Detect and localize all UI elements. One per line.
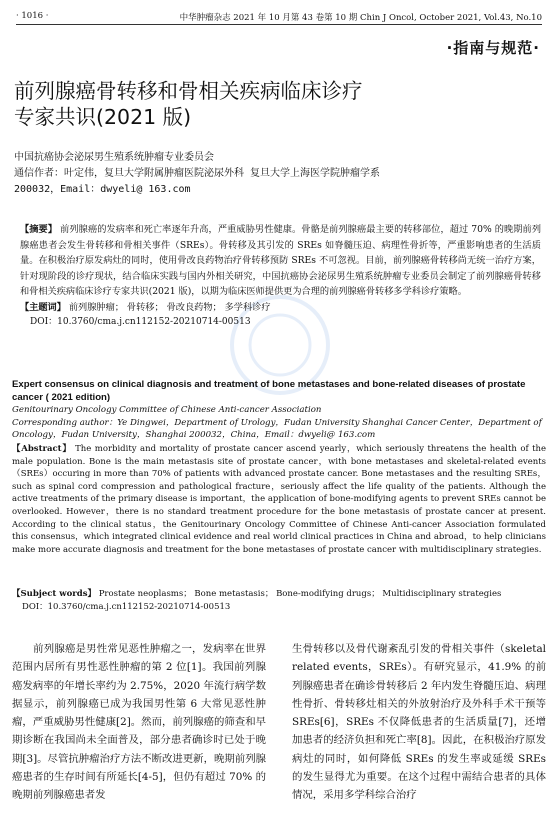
doi-en: DOI：10.3760/cma.j.cn112152-20210714-00513 bbox=[22, 602, 231, 612]
english-title: Expert consensus on clinical diagnosis and treatment of bone metastases and bone-related diseases of prostate cancer ( 2021 edition) bbox=[12, 379, 526, 403]
keywords-text: 前列腺肿瘤； 骨转移； 骨改良药物； 多学科诊疗 bbox=[68, 301, 271, 313]
english-keywords bbox=[12, 588, 546, 614]
article-title bbox=[14, 78, 534, 130]
chinese-abstract bbox=[20, 222, 541, 331]
abstract-text: 前列腺癌的发病率和死亡率逐年升高，严重威胁男性健康。骨骼是前列腺癌最主要的转移部位，超过 70% 的晚期前列腺癌患者会发生骨转移和骨相关事件（SREs）。骨转移及其引发的 SREs 如脊髓压迫、病理性骨折等，严重影响患者的生活质量。在积极治疗原发病灶的同时，使用骨改良药物治疗骨转移预防 SREs 不可忽视。目前，前列腺癌骨转移尚无统一治疗方案，针对现阶段的诊疗现状，结合临床实践与国内外相关研究，中国抗癌协会泌尿男生殖系统肿瘤专业委员会制定了前列腺癌骨转移和骨相关疾病临床诊疗专家共识(2021 版)，以期为临床医师提供更为合理的前列腺癌骨转移多学科诊疗策略。 bbox=[20, 224, 542, 297]
author-organization: 中国抗癌协会泌尿男生殖系统肿瘤专业委员会 bbox=[14, 152, 214, 163]
title-line-1: 前列腺癌骨转移和骨相关疾病临床诊疗 bbox=[14, 79, 363, 103]
doi-cn: DOI：10.3760/cma.j.cn112152-20210714-00513 bbox=[30, 317, 251, 327]
keywords-label: 【主题词】 bbox=[20, 301, 66, 313]
body-column-right: 生骨转移以及骨代谢紊乱引发的骨相关事件（skeletal related events，SREs）。有研究显示，41.9% 的前列腺癌患者在确诊骨转移后 2 年内发生脊髓压迫、病理性骨折、骨转移灶相关的外放射治疗及外科手术干预等 SREs[6]，SREs 不仅降低患者的生活质量[7]，还增加患者的经济负担和死亡率[8]。因此，在积极治疗原发病灶的同时，如何降低 SREs 的发生率或延缓 SREs 的发生显得尤为重要。在这个过程中需结合患者的具体情况，采用多学科综合治疗 bbox=[292, 643, 546, 802]
postcode-email: 200032，Email：dwyeli@ 163.com bbox=[14, 184, 191, 195]
title-line-2: 专家共识(2021 版) bbox=[14, 105, 192, 129]
page-header bbox=[16, 8, 542, 24]
english-abstract-text: The morbidity and mortality of prostate cancer ascend yearly，which seriously threatens the health of the male population. Bone is the main metastasis site of prostate cancer，with bone metastases and skeletal-related events（SREs）occuring in more than 70% of patients with advanced prostate cancer. Bone metastases and the resulting SREs，such as spinal cord compression and pathological fracture，seriously affect the life quality of the patients. Although the active treatments of the primary disease is important，the application of bone-modifying agents to prevent SREs cannot be overlooked. However，there is no standard treatment procedure for the bone metastasis of prostate cancer at present. According to the clinical status，the Genitourinary Oncology Committee of Chinese Anti-cancer Association formulated this consensus，which integrated clinical evidence and real world clinical practices in China and abroad，to help clinicians make more accurate diagnosis and treatment for the bone metastases of prostate cancer with multidisciplinary strategies. bbox=[12, 444, 547, 555]
english-abstract bbox=[12, 443, 546, 556]
corresponding-author: 通信作者：叶定伟，复旦大学附属肿瘤医院泌尿外科 复旦大学上海医学院肿瘤学系 bbox=[14, 168, 381, 179]
abstract-label: 【摘要】 bbox=[20, 224, 58, 235]
section-label: ·指南与规范· bbox=[446, 39, 540, 57]
english-keywords-text: Prostate neoplasms； Bone metastasis； Bone-modifying drugs； Multidisciplinary strategies bbox=[98, 589, 502, 599]
english-corresponding: Corresponding author：Ye Dingwei，Department of Urology，Fudan University Shanghai Cancer Center，Department of Oncology，Fudan University，Shanghai 200032，China，Email：dwyeli@ 163.com bbox=[12, 417, 542, 441]
author-block bbox=[14, 150, 544, 198]
header-rule bbox=[16, 24, 542, 25]
english-abstract-label: 【Abstract】 bbox=[12, 444, 72, 454]
journal-info: 中华肿瘤杂志 2021 年 10 月第 43 卷第 10 期 Chin J Oncol, October 2021, Vol.43, No.10 bbox=[179, 13, 542, 23]
english-committee: Genitourinary Oncology Committee of Chinese Anti-cancer Association bbox=[12, 405, 322, 415]
body-column-left: 前列腺癌是男性常见恶性肿瘤之一，发病率在世界范围内居所有男性恶性肿瘤的第 2 位[1]。我国前列腺癌发病率的年增长率约为 2.75%，2020 年流行病学数据显示，前列腺癌已成为我国男性第 6 大常见恶性肿瘤，严重威胁男性健康[2]。然而，前列腺癌的筛查和早期诊断在我国尚未全面普及，部分患者确诊时已处于晚期[3]。尽管抗肿瘤治疗方法不断改进更新，晚期前列腺癌患者的生存时间有所延长[4-5]，但仍有超过 70% 的晚期前列腺癌患者发 bbox=[12, 643, 266, 802]
page-number: · 1016 · bbox=[16, 11, 49, 21]
english-meta bbox=[12, 404, 546, 442]
english-keywords-label: 【Subject words】 bbox=[12, 589, 96, 599]
